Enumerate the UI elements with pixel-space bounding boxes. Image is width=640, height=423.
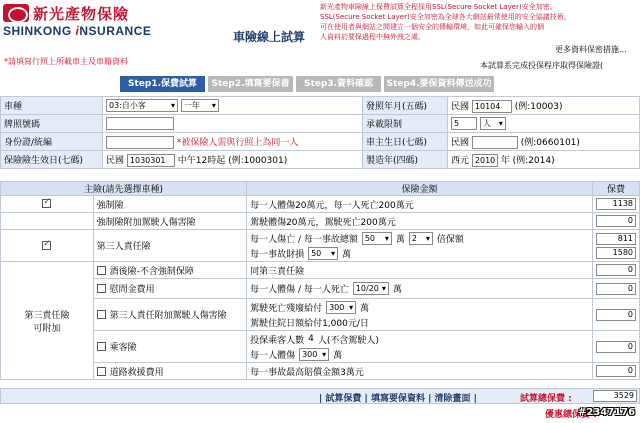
consolation-select[interactable]: 10/20 ▾ — [353, 282, 389, 295]
passenger-checkbox[interactable] — [97, 342, 106, 351]
driver-injury-amount: 駕駛體傷20萬元，駕駛死亡200萬元 — [247, 213, 593, 230]
driver-injury-premium: 0 — [596, 215, 636, 227]
footer-bar — [0, 388, 640, 404]
id-input[interactable] — [106, 136, 174, 149]
roadside-checkbox[interactable] — [97, 367, 106, 376]
brand-name-en: SHINKONG iNSURANCE — [3, 24, 152, 38]
optional-group-label: 第三責任險 — [24, 310, 70, 321]
more-privacy-link[interactable]: 更多資料保密措施... — [555, 45, 627, 54]
owner-birth-input[interactable] — [472, 136, 518, 149]
property-damage-select[interactable]: 50 ▾ — [308, 247, 338, 260]
car-type-select[interactable]: 03:自小客 ▾ — [106, 99, 178, 112]
drunk-amount: 同第三責任險 — [247, 262, 593, 279]
vehicle-form: 車種 03:自小客 ▾ 一年 ▾ 發照年月(五碼) 民國 10104 (例:10003) 牌照號碼 承載限制 5 人 ▾ 身份證/統編 *被保險人需與行照上為同一人 車主生日(七碼) 民國 (例:0660101) 保險險生效日(七碼) 民國 1030301 中午12時起 (例:1000301) 製造年(四碼) 西元 2010 年 (例:2014) — [0, 96, 640, 169]
roadside-item: 道路救援費用 — [109, 367, 164, 378]
issue-date-input[interactable]: 10104 — [472, 100, 512, 113]
id-label: 身份證/統編 — [1, 133, 103, 151]
id-note: *被保險人需與行照上為同一人 — [176, 137, 299, 148]
make-date-label: 製造年(四碼) — [363, 151, 448, 169]
header-note: *請填寫行照上所載車主及車籍資料 — [4, 57, 128, 66]
drunk-item: 酒後險-不含強制保障 — [109, 266, 194, 277]
passenger-item: 乘客險 — [109, 343, 137, 353]
step-1-tab[interactable]: Step1.保費試算 — [120, 76, 205, 92]
step-4-tab[interactable]: Step4.要保資料傳送成功 — [384, 76, 494, 92]
tp-driver-premium: 0 — [596, 309, 636, 321]
driver-injury-item: 強制險附加駕駛人傷害險 — [93, 213, 246, 230]
plate-label: 牌照號碼 — [1, 115, 103, 133]
ssl-notice: 新光產物車險線上保費試算全程採用SSL(Secure Socket Layer)安全加密。 SSL(Secure Socket Layer)安全加密為全球各大網站最常使用的安全協議技術， 可在使用者與網站之間建立一個安全的傳輸環境，如此可確保您輸入的個 人資料於要保過程中無外洩之虞。 — [320, 3, 571, 41]
step-3-tab[interactable]: Step3.資料確認 — [296, 76, 381, 92]
seat-input[interactable]: 5 — [451, 117, 477, 130]
page-title: 車險線上試算 — [233, 30, 306, 44]
shinkong-logo-icon — [3, 4, 29, 22]
compulsory-premium: 1138 — [596, 198, 636, 210]
watermark: #2347176 — [578, 407, 636, 418]
consolation-premium: 0 — [596, 283, 636, 295]
tp-driver-checkbox[interactable] — [97, 310, 106, 319]
car-year-select[interactable]: 一年 ▾ — [181, 99, 219, 112]
insured-date-input[interactable]: 1030301 — [127, 154, 175, 167]
car-type-label: 車種 — [1, 97, 103, 115]
insured-birth-label: 保險險生效日(七碼) — [1, 151, 103, 169]
consolation-checkbox[interactable] — [97, 284, 106, 293]
step-2-tab[interactable]: Step2.填寫要保書 — [208, 76, 293, 92]
drunk-checkbox[interactable] — [97, 266, 106, 275]
tp-driver-item: 第三人責任附加駕駛人傷害險 — [109, 311, 227, 321]
property-damage-premium: 1580 — [596, 247, 636, 259]
roadside-amount: 每一事故最高賠償金額3萬元 — [247, 363, 593, 380]
compulsory-amount: 每一人體傷20萬元，每一人死亡200萬元 — [247, 196, 593, 213]
passenger-limit-select[interactable]: 300 ▾ — [299, 348, 329, 361]
seat-label: 承載限制 — [363, 115, 448, 133]
compulsory-checkbox[interactable] — [42, 199, 51, 208]
tp-driver-select[interactable]: 300 ▾ — [326, 301, 356, 314]
brand-logo — [3, 3, 163, 41]
drunk-premium: 0 — [596, 264, 636, 276]
step-tabs — [120, 76, 494, 92]
compulsory-item: 強制險 — [93, 196, 246, 213]
third-party-item: 第三人責任險 — [93, 230, 246, 262]
roadside-premium: 0 — [596, 365, 636, 377]
make-year-input[interactable]: 2010 — [472, 154, 498, 167]
plate-input[interactable] — [106, 117, 174, 130]
third-party-multiple-select[interactable]: 2 ▾ — [409, 232, 433, 245]
issue-date-label: 發照年月(五碼) — [363, 97, 448, 115]
owner-birth-label: 車主生日(七碼) — [363, 133, 448, 151]
passenger-premium: 0 — [596, 341, 636, 353]
consolation-item: 慰問金費用 — [109, 285, 155, 295]
premium-header: 保費 — [592, 182, 639, 196]
seat-unit-select[interactable]: 人 ▾ — [480, 117, 506, 130]
action-links[interactable]: | 試算保費 | 填寫要保資料 | 清除畫面 | — [319, 394, 477, 404]
brand-name-cn: 新光產物保險 — [33, 4, 130, 23]
total-label: 試算總保費 : — [520, 394, 572, 404]
third-party-premium: 811 — [596, 233, 636, 245]
amount-header: 保險金額 — [247, 182, 593, 196]
third-party-checkbox[interactable] — [42, 241, 51, 250]
coverage-table: 主險(請先選擇車種) 保險金額 保費 ✓ 強制險 每一人體傷20萬元，每一人死亡200萬元 1138 強制險附加駕駛人傷害險 駕駛體傷20萬元，駕駛死亡200萬元 0 ✓ 第三人責任險 每一人傷亡 / 每一事故總額 50 ▾ 萬 2 ▾ 倍保額 每一事故財損 50 ▾ 萬 811 1580 第三責任險 可附加 酒後險-不含強制保障 同第三責任險 0 慰問金費用 每一人體傷 / 每一人死亡 10/20 ▾ 萬 0 第三人責任附加駕駛人傷害險 駕駛死亡殘廢給付 300 ▾ 萬 駕駛住院日額給付1,000元/日 0 乘客險 投保乘客人數 4 人(不含駕駛人) 每一人體傷 300 ▾ 萬 0 道路救援費用 每一事故最高賠償金額3萬元 0 — [0, 181, 640, 380]
main-coverage-header: 主險(請先選擇車種) — [1, 182, 247, 196]
discount-label: 優惠總保費 : — [545, 410, 597, 420]
step-note: 本試算系完成投保程序取得保險證( — [480, 61, 604, 70]
third-party-limit-select[interactable]: 50 ▾ — [362, 232, 392, 245]
total-premium: 3529 — [593, 390, 637, 402]
passenger-count: 4 — [308, 334, 314, 344]
